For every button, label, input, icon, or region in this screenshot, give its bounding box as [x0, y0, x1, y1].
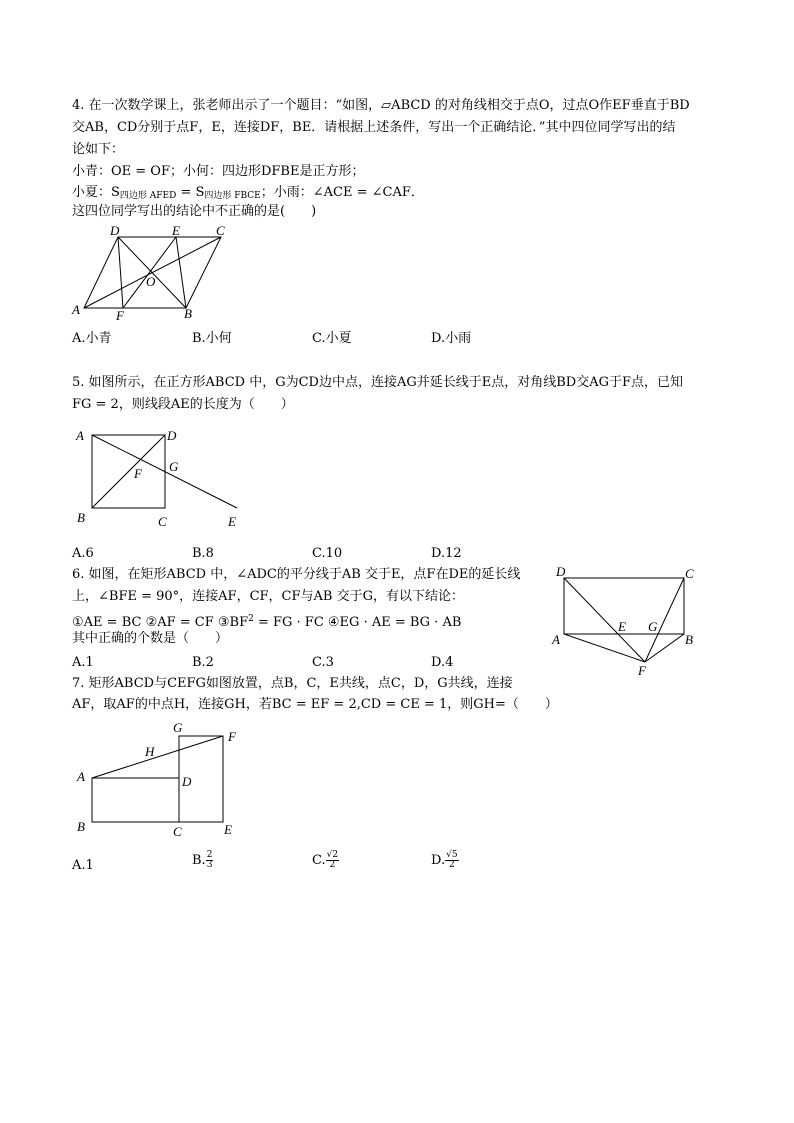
- q4-label-a: A: [72, 302, 80, 317]
- q7-option-c-prefix: C.: [312, 853, 326, 868]
- q7-label-h: H: [145, 744, 155, 759]
- q4-option-a[interactable]: A.小青: [72, 331, 112, 346]
- q5-label-e: E: [228, 514, 236, 529]
- q7-option-d-denominator: 2: [448, 860, 455, 870]
- q5-label-d: D: [167, 428, 177, 443]
- q4-answer-xiaoxia-xiaoyu: [72, 184, 424, 205]
- q6-conclusions: [72, 610, 461, 632]
- q4-option-c[interactable]: C.小夏: [312, 331, 352, 346]
- q4-question-line: 这四位同学写出的结论中不正确的是( ): [72, 204, 317, 219]
- q7-label-a: A: [77, 769, 85, 784]
- q6-option-d[interactable]: D.4: [431, 655, 454, 670]
- q7-option-c[interactable]: [312, 851, 339, 870]
- q4-option-d[interactable]: D.小雨: [431, 331, 472, 346]
- q7-label-d: D: [182, 774, 192, 789]
- q5-option-b[interactable]: B.8: [192, 546, 214, 561]
- q6-label-c: C: [685, 566, 694, 581]
- q4-label-d: D: [110, 223, 120, 238]
- q6-option-b[interactable]: B.2: [192, 655, 214, 670]
- q4-label-c: C: [216, 223, 225, 238]
- q6-option-a[interactable]: A.1: [72, 655, 94, 670]
- q7-option-d-fraction: [445, 851, 458, 870]
- q4-text: = S: [176, 185, 205, 200]
- q6-stem-line-1: 6. 如图，在矩形ABCD 中，∠ADC的平分线于AB 交于E，点F在DE的延长线: [72, 567, 521, 582]
- q5-square-figure: [72, 424, 252, 532]
- q6-label-a: A: [552, 632, 560, 647]
- q7-label-f: F: [228, 729, 236, 744]
- q7-option-a[interactable]: A.1: [72, 858, 94, 873]
- q7-option-c-numerator: √2: [326, 850, 339, 860]
- q7-stem-line-2: AF，取AF的中点H，连接GH，若BC = EF = 2,CD = CE = 1，则GH=（ ）: [72, 697, 558, 712]
- q6-question-line: 其中正确的个数是（ ）: [72, 631, 229, 646]
- q5-stem-line-1: 5. 如图所示，在正方形ABCD 中，G为CD边中点，连接AG并延长线于E点，对角线BD交AG于F点，已知: [72, 375, 684, 390]
- q7-option-b-prefix: B.: [192, 853, 206, 868]
- q4-stem-line-1: 4. 在一次数学课上，张老师出示了一个题目：“如图，▱ABCD 的对角线相交于点O，过点O作EF垂直于BD: [72, 98, 690, 113]
- q6-text: ①AE = BC ②AF = CF ③BF: [72, 615, 249, 630]
- q4-option-b[interactable]: B.小何: [192, 331, 232, 346]
- q6-label-d: D: [556, 564, 566, 579]
- q5-stem-line-2: FG = 2，则线段AE的长度为（ ）: [72, 397, 294, 412]
- q7-rectangles-figure: [72, 716, 252, 842]
- q7-option-b-fraction: [206, 851, 214, 870]
- q6-rectangle-figure: [548, 564, 708, 680]
- q4-subscript: 四边形 FBCE: [204, 191, 261, 201]
- q4-label-e: E: [172, 223, 180, 238]
- q7-label-e: E: [224, 822, 232, 837]
- q6-label-f: F: [638, 663, 646, 678]
- q4-stem-line-2: 交AB，CD分别于点F，E，连接DF，BE．请根据上述条件，写出一个正确结论．”其中四位同学写出的结: [72, 120, 676, 135]
- q4-label-f: F: [116, 308, 124, 323]
- q6-option-c[interactable]: C.3: [312, 655, 334, 670]
- q7-option-d[interactable]: [431, 851, 459, 870]
- q6-label-g: G: [648, 619, 658, 634]
- q4-answer-xiaoqing-xiaohe: 小青：OE = OF；小何：四边形DFBE是正方形；: [72, 164, 365, 179]
- q6-stem-line-2: 上，∠BFE = 90°，连接AF，CF，CF与AB 交于G，有以下结论：: [72, 589, 464, 604]
- q7-option-c-denominator: 2: [329, 860, 336, 870]
- q7-option-b[interactable]: [192, 851, 213, 870]
- q4-parallelogram-figure: [66, 222, 236, 322]
- q5-option-d[interactable]: D.12: [431, 546, 462, 561]
- q5-option-c[interactable]: C.10: [312, 546, 343, 561]
- q4-text: 小夏：S: [72, 185, 120, 200]
- q7-option-c-fraction: [326, 851, 339, 870]
- q7-option-d-numerator: √5: [446, 850, 458, 860]
- q6-label-e: E: [618, 619, 626, 634]
- q6-superscript: 2: [248, 614, 254, 624]
- q5-label-g: G: [169, 459, 179, 474]
- q7-stem-line-1: 7. 矩形ABCD与CEFG如图放置，点B，C，E共线，点C，D，G共线，连接: [72, 676, 513, 691]
- q7-label-b: B: [77, 819, 85, 834]
- q6-label-b: B: [685, 632, 693, 647]
- q4-subscript: 四边形 AFED: [119, 191, 177, 201]
- q4-text: ；小雨：∠ACE = ∠CAF．: [260, 185, 424, 200]
- q4-label-b: B: [184, 306, 192, 321]
- q5-label-f: F: [134, 466, 142, 481]
- q7-label-g: G: [173, 720, 183, 735]
- q5-label-c: C: [158, 514, 167, 529]
- q5-label-a: A: [76, 428, 84, 443]
- q7-option-d-prefix: D.: [431, 853, 446, 868]
- q7-option-b-denominator: 3: [206, 860, 213, 870]
- q5-option-a[interactable]: A.6: [72, 546, 94, 561]
- q5-label-b: B: [77, 510, 85, 525]
- q4-label-o: O: [146, 274, 156, 289]
- q7-option-b-numerator: 2: [206, 850, 213, 860]
- q7-label-c: C: [173, 824, 182, 839]
- q6-text: = FG · FC ④EG · AE = BG · AB: [253, 615, 462, 630]
- q4-stem-line-3: 论如下：: [72, 142, 125, 157]
